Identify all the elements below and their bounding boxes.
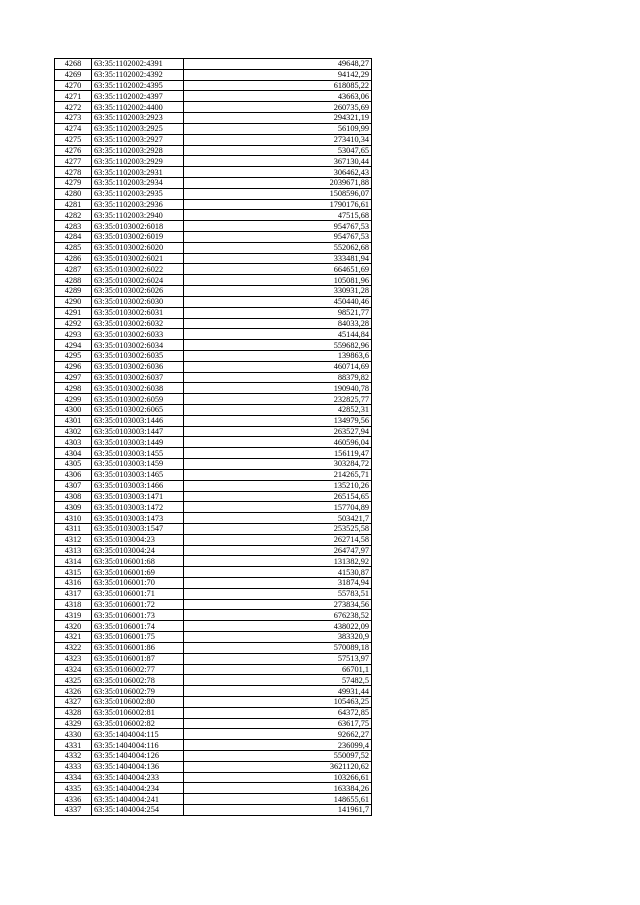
- cadastral-number-cell: 63:35:1102003:2936: [92, 199, 184, 210]
- row-number-cell: 4333: [55, 761, 92, 772]
- cadastral-value-cell: 333481,94: [184, 253, 372, 264]
- row-number-cell: 4287: [55, 264, 92, 275]
- cadastral-value-cell: 103266,61: [184, 772, 372, 783]
- cadastral-number-cell: 63:35:1102002:4391: [92, 59, 184, 70]
- cadastral-number-cell: 63:35:0103002:6059: [92, 394, 184, 405]
- row-number-cell: 4312: [55, 534, 92, 545]
- cadastral-value-cell: 676238,52: [184, 610, 372, 621]
- row-number-cell: 4327: [55, 696, 92, 707]
- table-row: [55, 588, 372, 599]
- cadastral-value-cell: 1508596,07: [184, 188, 372, 199]
- row-number-cell: 4308: [55, 491, 92, 502]
- cadastral-value-cell: 552062,68: [184, 242, 372, 253]
- row-number-cell: 4314: [55, 556, 92, 567]
- table-row: [55, 264, 372, 275]
- cadastral-number-cell: 63:35:0103002:6065: [92, 405, 184, 416]
- cadastral-number-cell: 63:35:1102003:2940: [92, 210, 184, 221]
- cadastral-number-cell: 63:35:0103003:1471: [92, 491, 184, 502]
- cadastral-number-cell: 63:35:0103004:23: [92, 534, 184, 545]
- cadastral-value-cell: 264747,97: [184, 545, 372, 556]
- table-row: [55, 805, 372, 816]
- row-number-cell: 4280: [55, 188, 92, 199]
- cadastral-number-cell: 63:35:1102002:4400: [92, 102, 184, 113]
- cadastral-value-cell: 45144,84: [184, 329, 372, 340]
- cadastral-value-cell: 49931,44: [184, 686, 372, 697]
- table-row: [55, 480, 372, 491]
- cadastral-number-cell: 63:35:0106001:72: [92, 599, 184, 610]
- row-number-cell: 4272: [55, 102, 92, 113]
- cadastral-value-cell: 64372,85: [184, 707, 372, 718]
- row-number-cell: 4323: [55, 653, 92, 664]
- table-row: [55, 426, 372, 437]
- table-row: [55, 394, 372, 405]
- row-number-cell: 4336: [55, 794, 92, 805]
- cadastral-value-cell: 664651,69: [184, 264, 372, 275]
- row-number-cell: 4320: [55, 621, 92, 632]
- table-row: [55, 469, 372, 480]
- cadastral-value-cell: 262714,58: [184, 534, 372, 545]
- cadastral-number-cell: 63:35:0106002:79: [92, 686, 184, 697]
- table-row: [55, 751, 372, 762]
- row-number-cell: 4279: [55, 177, 92, 188]
- row-number-cell: 4324: [55, 664, 92, 675]
- cadastral-number-cell: 63:35:0103002:6031: [92, 307, 184, 318]
- cadastral-value-cell: 618085,22: [184, 80, 372, 91]
- table-row: [55, 102, 372, 113]
- table-row: [55, 307, 372, 318]
- cadastral-number-cell: 63:35:0103003:1472: [92, 502, 184, 513]
- cadastral-number-cell: 63:35:0103002:6022: [92, 264, 184, 275]
- row-number-cell: 4296: [55, 361, 92, 372]
- cadastral-number-cell: 63:35:0106002:82: [92, 718, 184, 729]
- cadastral-number-cell: 63:35:1404004:234: [92, 783, 184, 794]
- table-row: [55, 740, 372, 751]
- row-number-cell: 4322: [55, 642, 92, 653]
- row-number-cell: 4292: [55, 318, 92, 329]
- row-number-cell: 4294: [55, 340, 92, 351]
- cadastral-number-cell: 63:35:0103002:6037: [92, 372, 184, 383]
- cadastral-number-cell: 63:35:0103002:6033: [92, 329, 184, 340]
- cadastral-number-cell: 63:35:0103002:6026: [92, 286, 184, 297]
- table-row: [55, 664, 372, 675]
- row-number-cell: 4306: [55, 469, 92, 480]
- row-number-cell: 4281: [55, 199, 92, 210]
- row-number-cell: 4317: [55, 588, 92, 599]
- table-row: [55, 80, 372, 91]
- table-row: [55, 383, 372, 394]
- row-number-cell: 4318: [55, 599, 92, 610]
- cadastral-number-cell: 63:35:1102003:2935: [92, 188, 184, 199]
- cadastral-number-cell: 63:35:1102002:4395: [92, 80, 184, 91]
- cadastral-value-cell: 570089,18: [184, 642, 372, 653]
- row-number-cell: 4305: [55, 459, 92, 470]
- row-number-cell: 4285: [55, 242, 92, 253]
- cadastral-value-cell: 66701,1: [184, 664, 372, 675]
- row-number-cell: 4282: [55, 210, 92, 221]
- row-number-cell: 4319: [55, 610, 92, 621]
- cadastral-number-cell: 63:35:0103002:6034: [92, 340, 184, 351]
- table-row: [55, 686, 372, 697]
- cadastral-value-cell: 265154,65: [184, 491, 372, 502]
- cadastral-number-cell: 63:35:1404004:241: [92, 794, 184, 805]
- row-number-cell: 4286: [55, 253, 92, 264]
- row-number-cell: 4335: [55, 783, 92, 794]
- cadastral-value-cell: 63617,75: [184, 718, 372, 729]
- row-number-cell: 4316: [55, 578, 92, 589]
- table-row: [55, 534, 372, 545]
- cadastral-number-cell: 63:35:0103003:1547: [92, 523, 184, 534]
- row-number-cell: 4270: [55, 80, 92, 91]
- row-number-cell: 4303: [55, 437, 92, 448]
- cadastral-value-cell: 330931,28: [184, 286, 372, 297]
- cadastral-value-cell: 503421,7: [184, 513, 372, 524]
- cadastral-number-cell: 63:35:0103002:6018: [92, 221, 184, 232]
- row-number-cell: 4277: [55, 156, 92, 167]
- cadastral-number-cell: 63:35:1102003:2923: [92, 113, 184, 124]
- table-row: [55, 123, 372, 134]
- cadastral-value-cell: 559682,96: [184, 340, 372, 351]
- table-row: [55, 621, 372, 632]
- cadastral-value-cell: 134979,56: [184, 415, 372, 426]
- cadastral-number-cell: 63:35:0106002:81: [92, 707, 184, 718]
- table-row: [55, 523, 372, 534]
- row-number-cell: 4291: [55, 307, 92, 318]
- row-number-cell: 4273: [55, 113, 92, 124]
- cadastral-value-cell: 954767,53: [184, 232, 372, 243]
- cadastral-value-cell: 49648,27: [184, 59, 372, 70]
- cadastral-number-cell: 63:35:0103003:1446: [92, 415, 184, 426]
- cadastral-number-cell: 63:35:0106001:71: [92, 588, 184, 599]
- cadastral-number-cell: 63:35:0106002:77: [92, 664, 184, 675]
- row-number-cell: 4302: [55, 426, 92, 437]
- cadastral-value-cell: 190940,78: [184, 383, 372, 394]
- cadastral-value-cell: 105463,25: [184, 696, 372, 707]
- table-row: [55, 653, 372, 664]
- cadastral-value-cell: 55783,51: [184, 588, 372, 599]
- cadastral-value-cell: 450440,46: [184, 296, 372, 307]
- cadastral-value-cell: 273410,34: [184, 134, 372, 145]
- cadastral-number-cell: 63:35:1102003:2928: [92, 145, 184, 156]
- cadastral-value-cell: 57513,97: [184, 653, 372, 664]
- row-number-cell: 4331: [55, 740, 92, 751]
- row-number-cell: 4326: [55, 686, 92, 697]
- table-row: [55, 578, 372, 589]
- cadastral-value-cell: 232825,77: [184, 394, 372, 405]
- cadastral-value-cell: 47515,68: [184, 210, 372, 221]
- cadastral-number-cell: 63:35:1102003:2934: [92, 177, 184, 188]
- cadastral-number-cell: 63:35:0106001:75: [92, 632, 184, 643]
- cadastral-value-cell: 236099,4: [184, 740, 372, 751]
- row-number-cell: 4288: [55, 275, 92, 286]
- cadastral-value-cell: 156119,47: [184, 448, 372, 459]
- table-row: [55, 783, 372, 794]
- cadastral-value-cell: 460714,69: [184, 361, 372, 372]
- cadastral-value-cell: 42852,31: [184, 405, 372, 416]
- cadastral-number-cell: 63:35:0103003:1455: [92, 448, 184, 459]
- row-number-cell: 4309: [55, 502, 92, 513]
- table-row: [55, 772, 372, 783]
- table-row: [55, 675, 372, 686]
- cadastral-number-cell: 63:35:0103003:1459: [92, 459, 184, 470]
- cadastral-value-cell: 157704,89: [184, 502, 372, 513]
- cadastral-number-cell: 63:35:0106002:80: [92, 696, 184, 707]
- row-number-cell: 4284: [55, 232, 92, 243]
- cadastral-value-cell: 94142,29: [184, 69, 372, 80]
- table-row: [55, 340, 372, 351]
- cadastral-number-cell: 63:35:0103002:6020: [92, 242, 184, 253]
- cadastral-value-cell: 148655,61: [184, 794, 372, 805]
- row-number-cell: 4298: [55, 383, 92, 394]
- cadastral-value-cell: 135210,26: [184, 480, 372, 491]
- row-number-cell: 4283: [55, 221, 92, 232]
- cadastral-number-cell: 63:35:0106001:70: [92, 578, 184, 589]
- table-row: [55, 350, 372, 361]
- table-row: [55, 232, 372, 243]
- table-row: [55, 405, 372, 416]
- cadastral-number-cell: 63:35:1404004:233: [92, 772, 184, 783]
- table-row: [55, 610, 372, 621]
- cadastral-number-cell: 63:35:1404004:126: [92, 751, 184, 762]
- cadastral-number-cell: 63:35:0106001:87: [92, 653, 184, 664]
- table-row: [55, 502, 372, 513]
- row-number-cell: 4334: [55, 772, 92, 783]
- cadastral-number-cell: 63:35:1404004:254: [92, 805, 184, 816]
- row-number-cell: 4300: [55, 405, 92, 416]
- table-row: [55, 188, 372, 199]
- row-number-cell: 4328: [55, 707, 92, 718]
- cadastral-number-cell: 63:35:1102002:4397: [92, 91, 184, 102]
- cadastral-number-cell: 63:35:0106001:68: [92, 556, 184, 567]
- table-row: [55, 296, 372, 307]
- cadastral-value-cell: 383320,9: [184, 632, 372, 643]
- cadastral-value-cell: 139863,6: [184, 350, 372, 361]
- cadastral-number-cell: 63:35:0103003:1466: [92, 480, 184, 491]
- table-row: [55, 156, 372, 167]
- table-body: [55, 59, 372, 816]
- row-number-cell: 4313: [55, 545, 92, 556]
- cadastral-value-cell: 303284,72: [184, 459, 372, 470]
- row-number-cell: 4271: [55, 91, 92, 102]
- cadastral-value-cell: 260735,69: [184, 102, 372, 113]
- cadastral-value-cell: 41530,87: [184, 567, 372, 578]
- table-row: [55, 286, 372, 297]
- cadastral-value-cell: 163384,26: [184, 783, 372, 794]
- table-row: [55, 718, 372, 729]
- table-row: [55, 69, 372, 80]
- table-row: [55, 199, 372, 210]
- cadastral-number-cell: 63:35:0103002:6032: [92, 318, 184, 329]
- cadastral-number-cell: 63:35:0103003:1447: [92, 426, 184, 437]
- cadastral-number-cell: 63:35:1404004:116: [92, 740, 184, 751]
- cadastral-value-cell: 31874,94: [184, 578, 372, 589]
- table-row: [55, 707, 372, 718]
- cadastral-value-cell: 550097,52: [184, 751, 372, 762]
- cadastral-value-cell: 438022,09: [184, 621, 372, 632]
- table-row: [55, 556, 372, 567]
- table-row: [55, 448, 372, 459]
- row-number-cell: 4293: [55, 329, 92, 340]
- table-row: [55, 491, 372, 502]
- table-row: [55, 91, 372, 102]
- table-row: [55, 167, 372, 178]
- table-row: [55, 59, 372, 70]
- row-number-cell: 4299: [55, 394, 92, 405]
- cadastral-number-cell: 63:35:0103002:6021: [92, 253, 184, 264]
- row-number-cell: 4304: [55, 448, 92, 459]
- cadastral-value-cell: 131382,92: [184, 556, 372, 567]
- cadastral-value-table: [54, 58, 372, 816]
- cadastral-value-cell: 141961,7: [184, 805, 372, 816]
- table-row: [55, 599, 372, 610]
- cadastral-number-cell: 63:35:1102003:2929: [92, 156, 184, 167]
- cadastral-value-cell: 306462,43: [184, 167, 372, 178]
- table-row: [55, 275, 372, 286]
- cadastral-number-cell: 63:35:0103002:6035: [92, 350, 184, 361]
- row-number-cell: 4290: [55, 296, 92, 307]
- cadastral-value-cell: 3621120,62: [184, 761, 372, 772]
- table-row: [55, 253, 372, 264]
- cadastral-value-cell: 954767,53: [184, 221, 372, 232]
- cadastral-number-cell: 63:35:1102003:2927: [92, 134, 184, 145]
- cadastral-number-cell: 63:35:0106001:74: [92, 621, 184, 632]
- cadastral-value-cell: 253525,58: [184, 523, 372, 534]
- cadastral-number-cell: 63:35:0103003:1473: [92, 513, 184, 524]
- row-number-cell: 4301: [55, 415, 92, 426]
- row-number-cell: 4297: [55, 372, 92, 383]
- cadastral-value-cell: 460596,04: [184, 437, 372, 448]
- table-row: [55, 415, 372, 426]
- table-row: [55, 113, 372, 124]
- row-number-cell: 4268: [55, 59, 92, 70]
- cadastral-value-cell: 263527,94: [184, 426, 372, 437]
- table-row: [55, 372, 372, 383]
- cadastral-value-cell: 1790176,61: [184, 199, 372, 210]
- table-row: [55, 134, 372, 145]
- cadastral-number-cell: 63:35:0103002:6036: [92, 361, 184, 372]
- table-row: [55, 242, 372, 253]
- table-row: [55, 642, 372, 653]
- cadastral-value-cell: 98521,77: [184, 307, 372, 318]
- row-number-cell: 4311: [55, 523, 92, 534]
- cadastral-value-cell: 105081,96: [184, 275, 372, 286]
- table-row: [55, 696, 372, 707]
- cadastral-value-cell: 57482,5: [184, 675, 372, 686]
- cadastral-value-cell: 43663,06: [184, 91, 372, 102]
- table-row: [55, 437, 372, 448]
- row-number-cell: 4325: [55, 675, 92, 686]
- cadastral-value-cell: 56109,99: [184, 123, 372, 134]
- cadastral-number-cell: 63:35:0103002:6038: [92, 383, 184, 394]
- row-number-cell: 4275: [55, 134, 92, 145]
- cadastral-number-cell: 63:35:1102003:2931: [92, 167, 184, 178]
- cadastral-value-cell: 88379,82: [184, 372, 372, 383]
- table-row: [55, 632, 372, 643]
- table-row: [55, 145, 372, 156]
- table-row: [55, 513, 372, 524]
- table-row: [55, 221, 372, 232]
- row-number-cell: 4295: [55, 350, 92, 361]
- cadastral-number-cell: 63:35:0103002:6024: [92, 275, 184, 286]
- cadastral-value-cell: 214265,71: [184, 469, 372, 480]
- cadastral-value-cell: 84033,28: [184, 318, 372, 329]
- cadastral-number-cell: 63:35:1404004:136: [92, 761, 184, 772]
- cadastral-number-cell: 63:35:0103003:1465: [92, 469, 184, 480]
- table-row: [55, 329, 372, 340]
- row-number-cell: 4307: [55, 480, 92, 491]
- row-number-cell: 4278: [55, 167, 92, 178]
- table-row: [55, 318, 372, 329]
- row-number-cell: 4332: [55, 751, 92, 762]
- table-row: [55, 794, 372, 805]
- table-row: [55, 729, 372, 740]
- cadastral-number-cell: 63:35:0103002:6030: [92, 296, 184, 307]
- row-number-cell: 4337: [55, 805, 92, 816]
- cadastral-number-cell: 63:35:0103002:6019: [92, 232, 184, 243]
- cadastral-number-cell: 63:35:0106002:78: [92, 675, 184, 686]
- row-number-cell: 4289: [55, 286, 92, 297]
- table-row: [55, 459, 372, 470]
- cadastral-number-cell: 63:35:0106001:86: [92, 642, 184, 653]
- table-row: [55, 761, 372, 772]
- table-row: [55, 545, 372, 556]
- row-number-cell: 4310: [55, 513, 92, 524]
- table-row: [55, 210, 372, 221]
- table-row: [55, 567, 372, 578]
- row-number-cell: 4329: [55, 718, 92, 729]
- row-number-cell: 4321: [55, 632, 92, 643]
- cadastral-value-cell: 2039671,88: [184, 177, 372, 188]
- cadastral-value-cell: 273834,56: [184, 599, 372, 610]
- row-number-cell: 4315: [55, 567, 92, 578]
- row-number-cell: 4276: [55, 145, 92, 156]
- cadastral-number-cell: 63:35:1404004:115: [92, 729, 184, 740]
- cadastral-number-cell: 63:35:1102002:4392: [92, 69, 184, 80]
- cadastral-number-cell: 63:35:0106001:73: [92, 610, 184, 621]
- cadastral-number-cell: 63:35:0106001:69: [92, 567, 184, 578]
- cadastral-value-cell: 367130,44: [184, 156, 372, 167]
- cadastral-number-cell: 63:35:0103004:24: [92, 545, 184, 556]
- row-number-cell: 4269: [55, 69, 92, 80]
- cadastral-number-cell: 63:35:0103003:1449: [92, 437, 184, 448]
- row-number-cell: 4274: [55, 123, 92, 134]
- table-row: [55, 177, 372, 188]
- table-row: [55, 361, 372, 372]
- cadastral-value-cell: 294321,19: [184, 113, 372, 124]
- cadastral-value-cell: 92662,27: [184, 729, 372, 740]
- row-number-cell: 4330: [55, 729, 92, 740]
- cadastral-value-cell: 53047,65: [184, 145, 372, 156]
- cadastral-number-cell: 63:35:1102003:2925: [92, 123, 184, 134]
